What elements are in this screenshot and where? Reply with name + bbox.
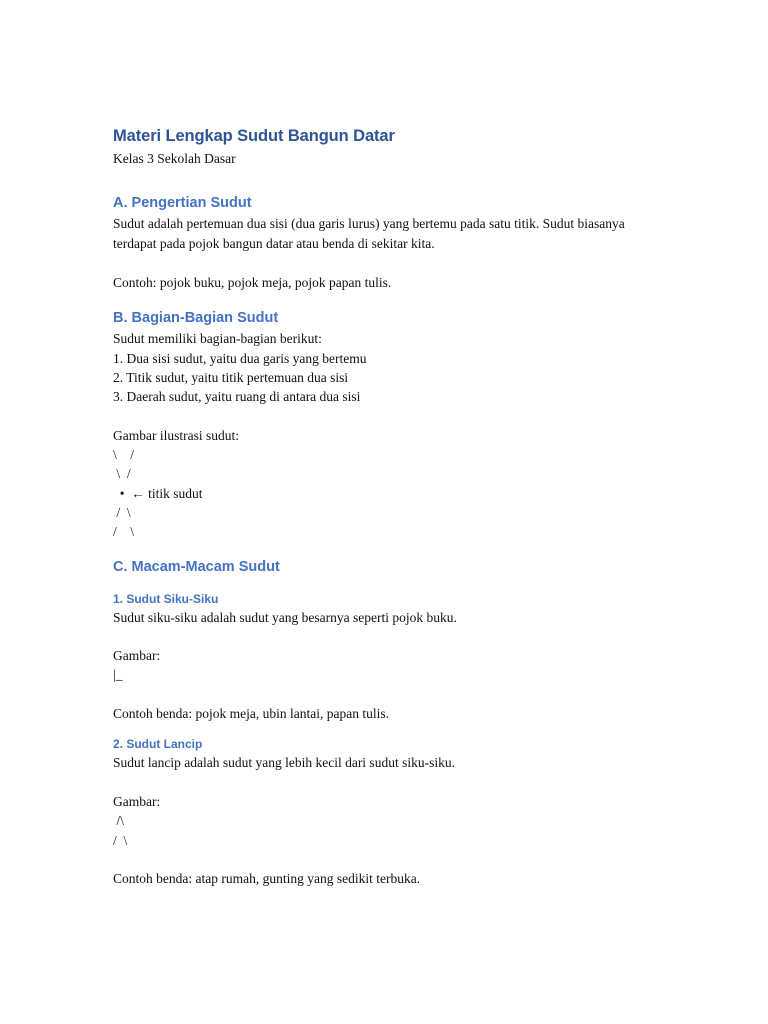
document-page (113, 124, 653, 888)
illustration-line-3: • ← titik sudut (113, 485, 203, 501)
section-b-item-2: 2. Titik sudut, yaitu titik pertemuan dua sisi (113, 369, 349, 385)
sub-2-example: Contoh benda: atap rumah, gunting yang sedikit terbuka. (113, 871, 421, 887)
document-title: Materi Lengkap Sudut Bangun Datar (113, 127, 395, 145)
section-a-example: Contoh: pojok buku, pojok meja, pojok papan tulis. (113, 275, 392, 291)
sub-1-heading: 1. Sudut Siku-Siku (113, 591, 219, 606)
section-a-paragraph: Sudut adalah pertemuan dua sisi (dua garis lurus) yang bertemu pada satu titik. Sudut biasanya terdapat pada pojok bangun datar atau benda di sekitar kita. (113, 216, 625, 251)
illustration-line-2: \ / (113, 466, 131, 482)
sub-2-gambar-art-line-2: / \ (113, 832, 128, 848)
sub-2-gambar-art-line-1: /\ (113, 813, 124, 829)
illustration-label: Gambar ilustrasi sudut: (113, 427, 239, 443)
section-b-item-3: 3. Daerah sudut, yaitu ruang di antara dua sisi (113, 389, 361, 405)
sub-1-example: Contoh benda: pojok meja, ubin lantai, papan tulis. (113, 706, 389, 722)
sub-2-heading: 2. Sudut Lancip (113, 737, 203, 752)
illustration-line-4: / \ (113, 504, 131, 520)
section-b-item-1: 1. Dua sisi sudut, yaitu dua garis yang bertemu (113, 350, 367, 366)
illustration-line-1: \ / (113, 447, 135, 463)
document-subtitle: Kelas 3 Sekolah Dasar (113, 151, 236, 166)
section-b-intro: Sudut memiliki bagian-bagian berikut: (113, 331, 322, 347)
illustration-line-5: / \ (113, 524, 135, 540)
sub-2-paragraph: Sudut lancip adalah sudut yang lebih kecil dari sudut siku-siku. (113, 755, 455, 771)
sub-1-gambar-art: |_ (113, 667, 123, 683)
sub-1-paragraph: Sudut siku-siku adalah sudut yang besarnya seperti pojok buku. (113, 609, 457, 625)
section-c-heading: C. Macam-Macam Sudut (113, 558, 280, 575)
section-a-heading: A. Pengertian Sudut (113, 195, 252, 211)
sub-2-gambar-label: Gambar: (113, 793, 161, 809)
sub-1-gambar-label: Gambar: (113, 648, 161, 664)
section-b-heading: B. Bagian-Bagian Sudut (113, 310, 279, 327)
